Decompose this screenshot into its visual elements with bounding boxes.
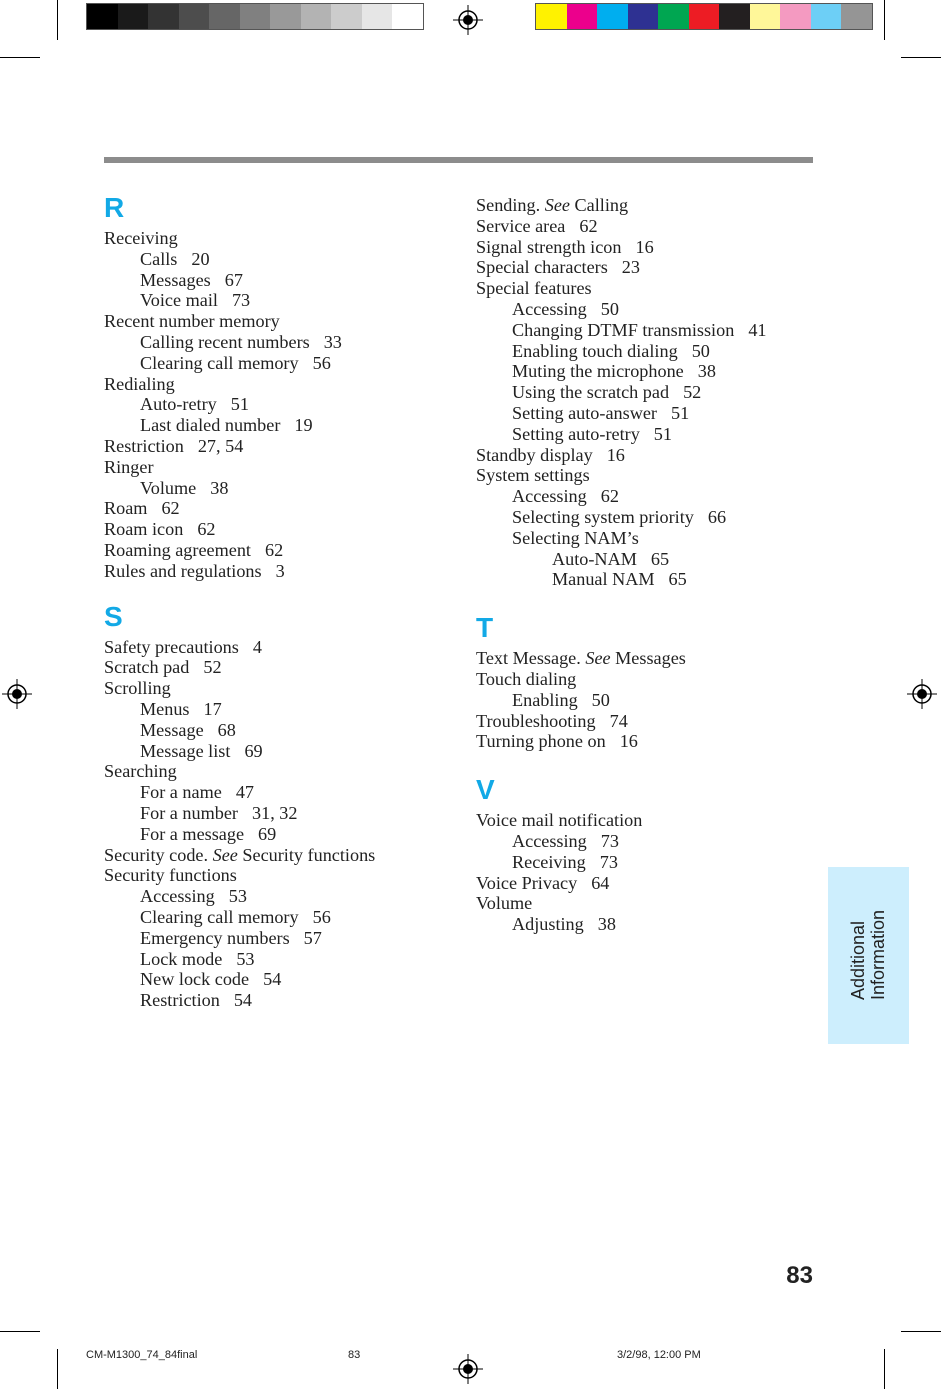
index-pages: 62 [161, 498, 180, 519]
index-term: Scrolling [104, 678, 171, 699]
index-entry [476, 569, 816, 590]
color-swatch [567, 4, 598, 29]
index-term: Text Message. [476, 648, 581, 669]
index-term: Recent number memory [104, 311, 280, 332]
index-term: For a name [140, 782, 222, 803]
index-term: Clearing call memory [140, 352, 299, 373]
color-swatch [841, 4, 872, 29]
gray-swatch [240, 4, 271, 29]
index-entry [476, 731, 816, 752]
index-pages: 50 [691, 340, 710, 361]
index-pages: 69 [258, 823, 277, 844]
see-target: Security functions [242, 844, 376, 865]
color-swatch [597, 4, 628, 29]
index-pages: 4 [252, 636, 262, 657]
see-reference: See [585, 648, 611, 669]
index-entry [104, 969, 444, 990]
registration-target-icon [453, 1354, 483, 1384]
section-letter-heading: V [476, 774, 495, 806]
index-term: Receiving [512, 851, 586, 872]
see-reference: See [544, 195, 570, 215]
index-pages: 62 [600, 486, 619, 507]
index-pages: 51 [230, 394, 249, 415]
index-entry [104, 228, 444, 249]
index-term: Roam icon [104, 519, 184, 540]
index-pages: 73 [600, 830, 619, 851]
index-term: Last dialed number [140, 415, 281, 436]
registration-target-icon [2, 679, 32, 709]
index-pages: 69 [244, 740, 263, 761]
index-entry [104, 415, 444, 436]
index-term: Lock mode [140, 948, 223, 969]
index-pages: 62 [579, 215, 598, 236]
index-term: Turning phone on [476, 731, 606, 752]
index-entry [476, 711, 816, 732]
index-entry [104, 761, 444, 782]
index-term: Message list [140, 740, 231, 761]
index-entry [476, 893, 816, 914]
index-entry [104, 678, 444, 699]
gray-swatch [331, 4, 362, 29]
index-term: System settings [476, 465, 590, 486]
index-term: Clearing call memory [140, 906, 299, 927]
index-term: Special features [476, 278, 592, 299]
index-entry [476, 216, 816, 237]
section-side-tab [828, 867, 909, 1044]
slug-filename: CM-M1300_74_84final [86, 1349, 198, 1361]
side-tab-label [848, 910, 888, 1000]
gray-swatch [179, 4, 210, 29]
section-letter-heading: R [104, 192, 125, 223]
index-pages: 62 [197, 519, 216, 540]
index-pages: 54 [263, 969, 282, 990]
index-pages: 23 [621, 257, 640, 278]
index-entry [104, 741, 444, 762]
gray-swatch [87, 4, 118, 29]
index-term: Restriction [140, 990, 220, 1011]
index-term: Voice mail notification [476, 810, 643, 831]
color-swatch [536, 4, 567, 29]
index-term: Security code. [104, 844, 209, 865]
index-pages: 33 [323, 331, 342, 352]
color-swatch [628, 4, 659, 29]
index-term: Roam [104, 498, 148, 519]
index-pages: 19 [294, 415, 313, 436]
index-pages: 54 [233, 990, 252, 1011]
header-rule [104, 157, 813, 163]
crop-mark [57, 1349, 58, 1389]
page-number: 83 [786, 1262, 813, 1289]
index-entry [104, 270, 444, 291]
index-entry [104, 436, 444, 457]
index-pages: 57 [303, 927, 322, 948]
index-entry [104, 311, 444, 332]
index-pages: 31, 32 [252, 802, 298, 823]
index-entry [476, 486, 816, 507]
index-entry [104, 824, 444, 845]
index-pages: 65 [650, 548, 670, 569]
index-entry [104, 561, 444, 582]
index-entry [476, 237, 816, 258]
index-entry [476, 299, 816, 320]
index-term: Scratch pad [104, 657, 190, 678]
index-entry [476, 403, 816, 424]
index-term: Troubleshooting [476, 710, 596, 731]
index-term: Rules and regulations [104, 560, 262, 581]
index-term: Setting auto-answer [512, 402, 657, 423]
index-term: Standby display [476, 444, 593, 465]
index-entry [476, 465, 816, 486]
index-entry [104, 394, 444, 415]
color-swatch [750, 4, 781, 29]
index-entry [476, 382, 816, 403]
index-pages: 16 [635, 236, 654, 257]
index-pages: 67 [224, 269, 243, 290]
index-pages: 73 [231, 290, 251, 311]
index-entry [104, 990, 444, 1011]
index-pages: 41 [748, 319, 767, 340]
index-pages: 52 [203, 657, 222, 678]
index-entry [104, 886, 444, 907]
index-term: New lock code [140, 969, 250, 990]
index-term: Roaming agreement [104, 539, 251, 560]
index-entry [476, 507, 816, 528]
index-pages: 38 [697, 361, 716, 382]
index-term: Using the scratch pad [512, 382, 670, 403]
index-entry [476, 528, 816, 549]
crop-mark [901, 57, 941, 58]
index-term: Menus [140, 698, 190, 719]
index-pages: 16 [619, 731, 638, 752]
index-term: Calling recent numbers [140, 331, 310, 352]
index-term: Ringer [104, 456, 154, 477]
index-entry [104, 907, 444, 928]
index-term: Messages [140, 269, 211, 290]
gray-swatch [301, 4, 332, 29]
process-color-bar [535, 3, 873, 30]
index-pages: 56 [312, 352, 331, 373]
see-target: Calling [574, 195, 629, 215]
index-term: For a number [140, 802, 238, 823]
index-pages: 65 [668, 569, 687, 590]
index-entry [476, 914, 816, 935]
index-term: Message [140, 719, 204, 740]
color-swatch [689, 4, 720, 29]
index-term: Auto-retry [140, 394, 217, 415]
index-entry [476, 257, 816, 278]
index-entry [104, 457, 444, 478]
index-term: Sending. [476, 195, 541, 215]
index-term: Voice Privacy [476, 872, 578, 893]
index-entry [104, 845, 444, 866]
index-entry [104, 928, 444, 949]
index-entry [104, 332, 444, 353]
index-pages: 16 [606, 444, 625, 465]
index-term: Restriction [104, 435, 184, 456]
color-swatch [811, 4, 842, 29]
index-entry [104, 519, 444, 540]
index-pages: 51 [670, 402, 690, 423]
index-term: Auto-NAM [552, 548, 637, 569]
index-entry [104, 637, 444, 658]
index-term: Muting the microphone [512, 361, 684, 382]
index-pages: 51 [653, 423, 672, 444]
index-pages: 38 [597, 914, 616, 935]
crop-mark [884, 0, 885, 40]
index-term: Searching [104, 761, 177, 782]
slug-page: 83 [348, 1349, 361, 1361]
index-entry [104, 353, 444, 374]
index-term: Receiving [104, 228, 178, 248]
index-entry [104, 699, 444, 720]
index-entry [104, 782, 444, 803]
index-pages: 27, 54 [197, 435, 244, 456]
side-tab-line2: Information [868, 909, 888, 1001]
index-term: Accessing [512, 298, 587, 319]
gray-swatch [270, 4, 301, 29]
index-term: Adjusting [512, 914, 584, 935]
index-entry [104, 540, 444, 561]
index-entry [476, 278, 816, 299]
index-pages: 38 [210, 477, 229, 498]
index-term: Calls [140, 248, 178, 269]
section-letter-heading: T [476, 612, 494, 644]
index-pages: 64 [591, 872, 610, 893]
index-term: Manual NAM [552, 569, 655, 590]
index-entry [476, 361, 816, 382]
index-pages: 17 [203, 698, 222, 719]
index-term: Volume [140, 477, 197, 498]
see-target: Messages [615, 648, 686, 669]
index-term: Accessing [512, 830, 587, 851]
index-entry [476, 341, 816, 362]
index-term: Changing DTMF transmission [512, 319, 735, 340]
crop-mark [0, 1331, 40, 1332]
index-entry [104, 498, 444, 519]
index-entry [104, 290, 444, 311]
gray-swatch [392, 4, 423, 29]
index-term: Security functions [104, 865, 237, 886]
index-entry [104, 249, 444, 270]
index-entry [476, 690, 816, 711]
side-tab-line1: Additional [848, 920, 868, 1001]
index-pages: 50 [591, 689, 610, 710]
index-term: Selecting NAM’s [512, 527, 639, 548]
index-pages: 50 [600, 298, 619, 319]
index-term: Emergency numbers [140, 927, 290, 948]
index-pages: 53 [228, 886, 247, 907]
index-pages: 53 [236, 948, 255, 969]
index-entry [104, 657, 444, 678]
index-term: Redialing [104, 373, 175, 394]
index-entry [476, 648, 816, 669]
index-entry [104, 803, 444, 824]
index-term: Enabling touch dialing [512, 340, 678, 361]
index-entry [476, 852, 816, 873]
color-swatch [658, 4, 689, 29]
index-pages: 47 [235, 782, 255, 803]
index-pages: 3 [275, 560, 285, 581]
crop-mark [0, 57, 40, 58]
gray-swatch [209, 4, 240, 29]
index-pages: 73 [599, 851, 618, 872]
index-pages: 56 [312, 906, 331, 927]
index-entry [104, 374, 444, 395]
index-entry [104, 478, 444, 499]
index-right-column [476, 195, 816, 935]
index-pages: 20 [191, 248, 210, 269]
index-entry [476, 669, 816, 690]
index-entry [476, 320, 816, 341]
index-pages: 52 [683, 382, 702, 403]
grayscale-color-bar [86, 3, 424, 30]
index-pages: 62 [264, 539, 284, 560]
index-pages: 68 [217, 719, 236, 740]
index-left-column [104, 193, 444, 1011]
index-term: Voice mail [140, 290, 218, 311]
index-entry [476, 549, 816, 570]
registration-target-icon [907, 679, 937, 709]
color-swatch [719, 4, 750, 29]
index-term: Enabling [512, 689, 578, 710]
index-entry [476, 445, 816, 466]
index-term: Volume [476, 893, 533, 914]
index-entry [476, 195, 816, 216]
see-reference: See [212, 844, 238, 865]
color-swatch [780, 4, 811, 29]
index-term: Service area [476, 215, 566, 236]
index-term: For a message [140, 823, 245, 844]
index-term: Accessing [512, 486, 587, 507]
index-term: Special characters [476, 257, 608, 278]
crop-mark [901, 1331, 941, 1332]
index-entry [104, 865, 444, 886]
gray-swatch [118, 4, 149, 29]
index-entry [476, 831, 816, 852]
registration-target-icon [453, 5, 483, 35]
crop-mark [57, 0, 58, 40]
index-term: Accessing [140, 886, 215, 907]
index-entry [476, 424, 816, 445]
section-letter-heading: S [104, 600, 123, 632]
crop-mark [884, 1349, 885, 1389]
index-term: Setting auto-retry [512, 423, 640, 444]
index-term: Safety precautions [104, 636, 239, 657]
index-term: Touch dialing [476, 668, 577, 689]
index-entry [476, 810, 816, 831]
index-term: Selecting system priority [512, 506, 694, 527]
index-pages: 74 [609, 710, 628, 731]
index-term: Signal strength icon [476, 236, 622, 257]
index-entry [476, 873, 816, 894]
index-pages: 66 [707, 506, 727, 527]
gray-swatch [148, 4, 179, 29]
gray-swatch [362, 4, 393, 29]
index-entry [104, 720, 444, 741]
slug-date: 3/2/98, 12:00 PM [617, 1349, 701, 1361]
index-entry [104, 949, 444, 970]
